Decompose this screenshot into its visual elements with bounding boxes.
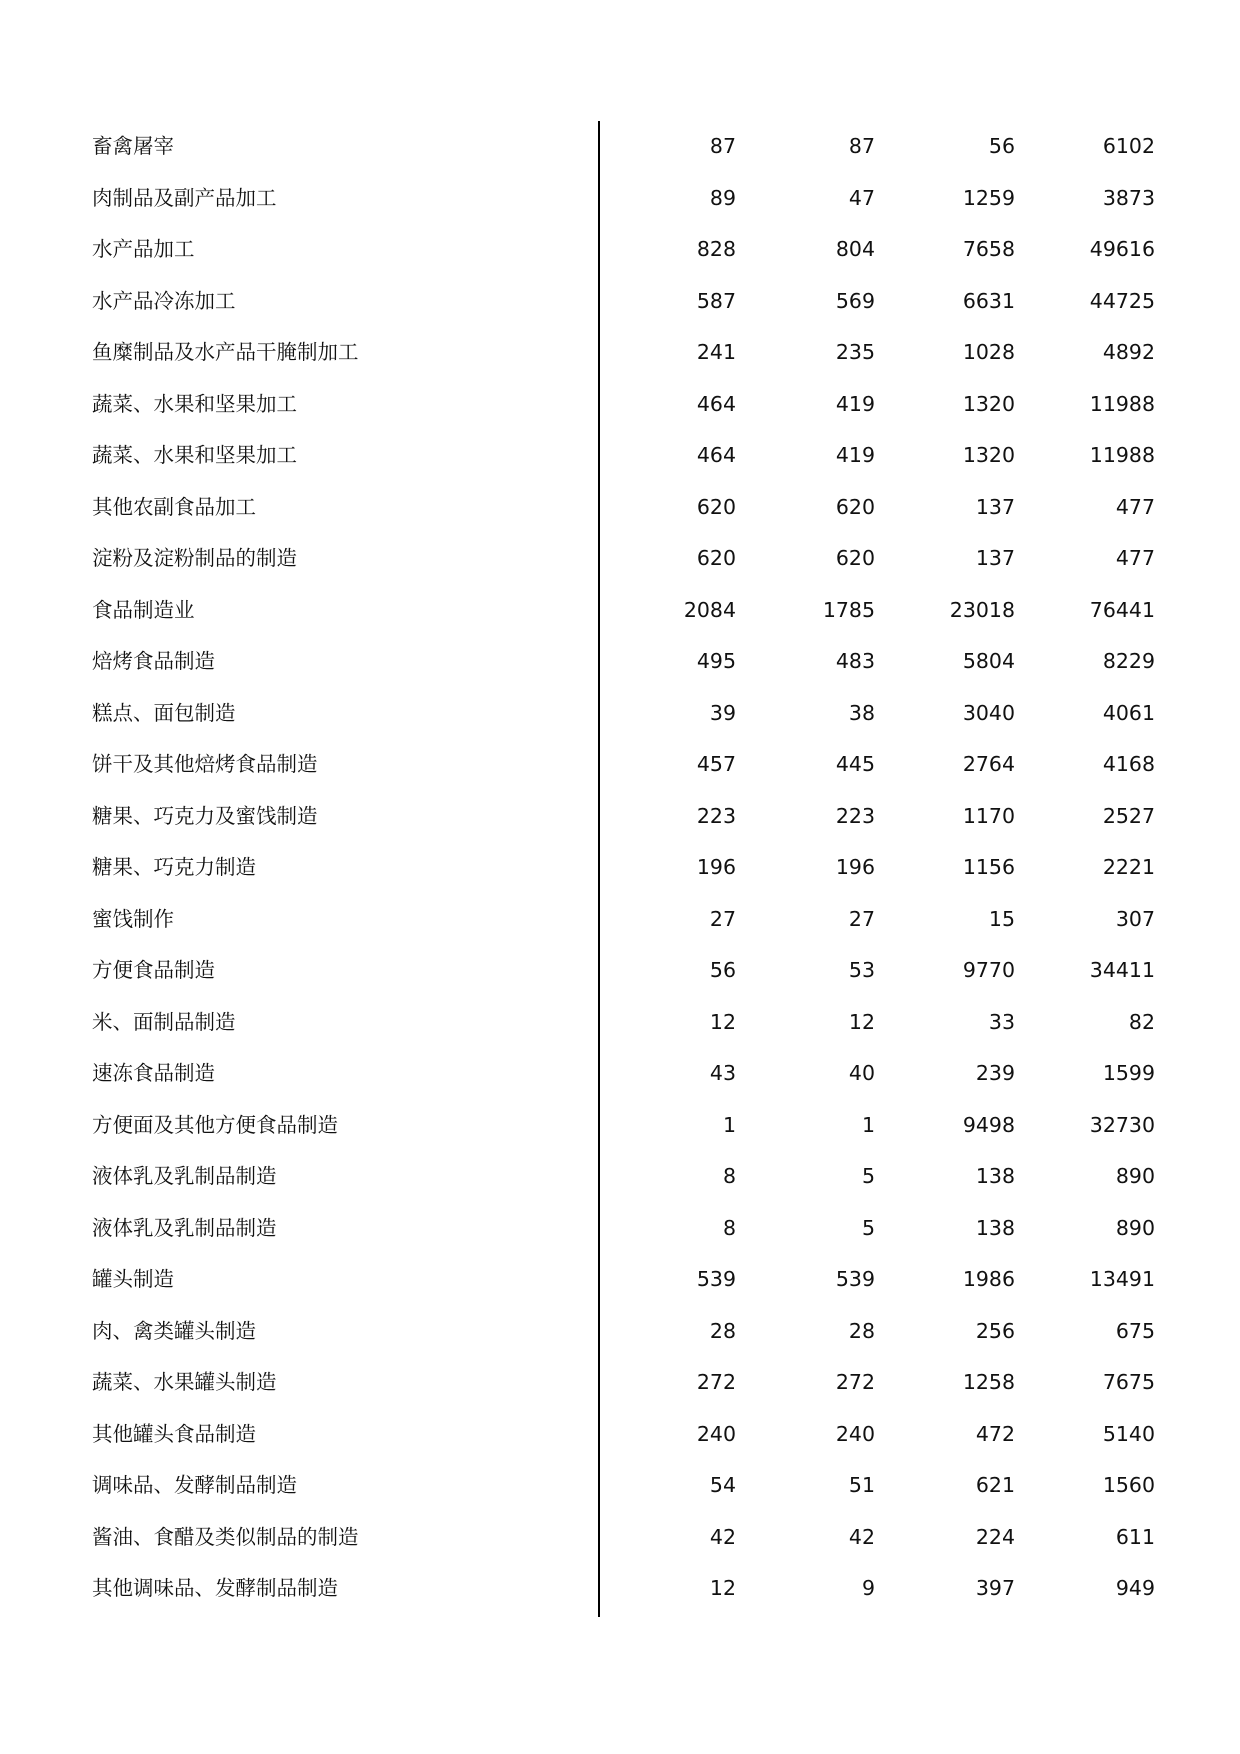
value-cell-2: 28 — [848, 1318, 875, 1343]
row-label: 液体乳及乳制品制造 — [92, 1215, 277, 1240]
value-cell-1: 539 — [696, 1267, 736, 1291]
value-cell-3: 397 — [975, 1576, 1015, 1600]
table-row — [0, 1512, 1240, 1564]
value-cell-2: 445 — [835, 752, 875, 776]
value-cell-4: 477 — [1115, 494, 1155, 519]
table-row — [0, 636, 1240, 688]
value-cell-4: 1560 — [1102, 1473, 1155, 1497]
value-cell-1: 87 — [709, 134, 736, 158]
table-row — [0, 1357, 1240, 1409]
value-cell-3: 1986 — [962, 1267, 1015, 1291]
value-cell-2: 804 — [835, 237, 875, 261]
value-cell-4: 3873 — [1102, 185, 1155, 210]
value-cell-1: 828 — [696, 237, 736, 261]
value-cell-1: 272 — [696, 1370, 736, 1394]
value-cell-4: 32730 — [1089, 1112, 1155, 1137]
value-cell-2: 419 — [835, 391, 875, 416]
row-label: 水产品加工 — [92, 237, 195, 261]
value-cell-4: 76441 — [1089, 597, 1155, 622]
row-label: 方便食品制造 — [92, 958, 215, 982]
value-cell-1: 54 — [709, 1473, 736, 1497]
value-cell-4: 1599 — [1102, 1061, 1155, 1085]
row-label: 肉制品及副产品加工 — [92, 185, 277, 210]
table-row — [0, 173, 1240, 225]
table-row — [0, 585, 1240, 637]
row-label: 方便面及其他方便食品制造 — [92, 1112, 338, 1137]
value-cell-2: 419 — [835, 443, 875, 467]
value-cell-4: 2221 — [1102, 855, 1155, 879]
value-cell-4: 44725 — [1089, 288, 1155, 313]
value-cell-1: 2084 — [683, 597, 736, 622]
table-row — [0, 1203, 1240, 1255]
value-cell-4: 4168 — [1102, 752, 1155, 776]
value-cell-2: 5 — [861, 1164, 875, 1188]
value-cell-1: 620 — [696, 494, 736, 519]
value-cell-1: 42 — [709, 1524, 736, 1549]
value-cell-3: 15 — [988, 906, 1015, 931]
value-cell-2: 620 — [835, 546, 875, 570]
row-label: 其他农副食品加工 — [92, 494, 256, 519]
value-cell-1: 196 — [696, 855, 736, 879]
table-row — [0, 688, 1240, 740]
value-cell-2: 47 — [848, 185, 875, 210]
row-label: 米、面制品制造 — [92, 1009, 236, 1034]
row-label: 其他罐头食品制造 — [92, 1421, 256, 1446]
table-row — [0, 1460, 1240, 1512]
value-cell-3: 1156 — [962, 855, 1015, 879]
row-label: 焙烤食品制造 — [92, 649, 215, 673]
table-row — [0, 1151, 1240, 1203]
value-cell-3: 224 — [975, 1524, 1015, 1549]
table-row — [0, 224, 1240, 276]
value-cell-4: 611 — [1115, 1524, 1155, 1549]
row-label: 饼干及其他焙烤食品制造 — [92, 752, 318, 776]
row-label: 鱼糜制品及水产品干腌制加工 — [92, 340, 359, 364]
value-cell-1: 89 — [709, 185, 736, 210]
value-cell-1: 241 — [696, 340, 736, 364]
value-cell-1: 240 — [696, 1421, 736, 1446]
table-row — [0, 276, 1240, 328]
value-cell-4: 4892 — [1102, 340, 1155, 364]
value-cell-3: 1259 — [962, 185, 1015, 210]
row-label: 调味品、发酵制品制造 — [92, 1473, 297, 1497]
table-row — [0, 1306, 1240, 1358]
row-label: 速冻食品制造 — [92, 1061, 215, 1085]
value-cell-2: 1 — [861, 1112, 875, 1137]
value-cell-3: 621 — [975, 1473, 1015, 1497]
value-cell-3: 3040 — [962, 700, 1015, 725]
value-cell-3: 1320 — [962, 443, 1015, 467]
table-row — [0, 1100, 1240, 1152]
value-cell-4: 477 — [1115, 546, 1155, 570]
value-cell-4: 8229 — [1102, 649, 1155, 673]
value-cell-4: 11988 — [1089, 391, 1155, 416]
value-cell-4: 7675 — [1102, 1370, 1155, 1394]
row-label: 酱油、食醋及类似制品的制造 — [92, 1524, 359, 1549]
value-cell-3: 1258 — [962, 1370, 1015, 1394]
value-cell-1: 8 — [722, 1215, 736, 1240]
row-label: 糖果、巧克力及蜜饯制造 — [92, 803, 318, 828]
value-cell-3: 137 — [975, 494, 1015, 519]
value-cell-3: 256 — [975, 1318, 1015, 1343]
value-cell-2: 27 — [848, 906, 875, 931]
table-row — [0, 482, 1240, 534]
value-cell-1: 464 — [696, 443, 736, 467]
row-label: 其他调味品、发酵制品制造 — [92, 1576, 338, 1600]
value-cell-2: 87 — [848, 134, 875, 158]
value-cell-3: 1170 — [962, 803, 1015, 828]
value-cell-4: 675 — [1115, 1318, 1155, 1343]
value-cell-3: 23018 — [949, 597, 1015, 622]
value-cell-1: 457 — [696, 752, 736, 776]
table-row — [0, 533, 1240, 585]
table-row — [0, 945, 1240, 997]
row-label: 蜜饯制作 — [92, 906, 174, 931]
value-cell-2: 539 — [835, 1267, 875, 1291]
value-cell-3: 5804 — [962, 649, 1015, 673]
value-cell-2: 620 — [835, 494, 875, 519]
value-cell-3: 6631 — [962, 288, 1015, 313]
value-cell-4: 4061 — [1102, 700, 1155, 725]
row-label: 畜禽屠宰 — [92, 134, 174, 158]
value-cell-1: 12 — [709, 1576, 736, 1600]
row-label: 淀粉及淀粉制品的制造 — [92, 546, 297, 570]
value-cell-4: 890 — [1115, 1215, 1155, 1240]
value-cell-1: 39 — [709, 700, 736, 725]
value-cell-1: 27 — [709, 906, 736, 931]
value-cell-2: 235 — [835, 340, 875, 364]
value-cell-2: 272 — [835, 1370, 875, 1394]
value-cell-4: 34411 — [1089, 958, 1155, 982]
value-cell-2: 38 — [848, 700, 875, 725]
value-cell-4: 11988 — [1089, 443, 1155, 467]
row-label: 水产品冷冻加工 — [92, 288, 236, 313]
value-cell-1: 620 — [696, 546, 736, 570]
value-cell-2: 42 — [848, 1524, 875, 1549]
value-cell-1: 495 — [696, 649, 736, 673]
value-cell-1: 28 — [709, 1318, 736, 1343]
value-cell-1: 12 — [709, 1009, 736, 1034]
value-cell-4: 949 — [1115, 1576, 1155, 1600]
table-row — [0, 1409, 1240, 1461]
value-cell-3: 137 — [975, 546, 1015, 570]
value-cell-2: 40 — [848, 1061, 875, 1085]
value-cell-3: 472 — [975, 1421, 1015, 1446]
value-cell-1: 587 — [696, 288, 736, 313]
value-cell-1: 223 — [696, 803, 736, 828]
value-cell-3: 239 — [975, 1061, 1015, 1085]
value-cell-3: 9770 — [962, 958, 1015, 982]
row-label: 蔬菜、水果和坚果加工 — [92, 391, 297, 416]
data-table — [0, 121, 1240, 1615]
table-row — [0, 1563, 1240, 1615]
value-cell-1: 8 — [722, 1164, 736, 1188]
value-cell-4: 49616 — [1089, 237, 1155, 261]
value-cell-3: 33 — [988, 1009, 1015, 1034]
table-row — [0, 430, 1240, 482]
value-cell-4: 6102 — [1102, 134, 1155, 158]
table-row — [0, 894, 1240, 946]
table-row — [0, 327, 1240, 379]
table-row — [0, 842, 1240, 894]
value-cell-3: 2764 — [962, 752, 1015, 776]
value-cell-2: 223 — [835, 803, 875, 828]
row-label: 糖果、巧克力制造 — [92, 855, 256, 879]
value-cell-4: 2527 — [1102, 803, 1155, 828]
table-row — [0, 791, 1240, 843]
table-row — [0, 1254, 1240, 1306]
value-cell-1: 1 — [722, 1112, 736, 1137]
value-cell-2: 240 — [835, 1421, 875, 1446]
value-cell-4: 307 — [1115, 906, 1155, 931]
row-label: 糕点、面包制造 — [92, 700, 236, 725]
table-row — [0, 379, 1240, 431]
row-label: 蔬菜、水果和坚果加工 — [92, 443, 297, 467]
value-cell-1: 464 — [696, 391, 736, 416]
value-cell-2: 53 — [848, 958, 875, 982]
value-cell-2: 12 — [848, 1009, 875, 1034]
value-cell-2: 196 — [835, 855, 875, 879]
value-cell-1: 56 — [709, 958, 736, 982]
value-cell-3: 9498 — [962, 1112, 1015, 1137]
row-label: 肉、禽类罐头制造 — [92, 1318, 256, 1343]
value-cell-3: 1028 — [962, 340, 1015, 364]
row-label: 罐头制造 — [92, 1267, 174, 1291]
row-label: 食品制造业 — [92, 597, 195, 622]
value-cell-2: 51 — [848, 1473, 875, 1497]
value-cell-4: 82 — [1128, 1009, 1155, 1034]
value-cell-3: 138 — [975, 1164, 1015, 1188]
table-row — [0, 997, 1240, 1049]
row-label: 蔬菜、水果罐头制造 — [92, 1370, 277, 1394]
value-cell-1: 43 — [709, 1061, 736, 1085]
table-row — [0, 1048, 1240, 1100]
value-cell-2: 5 — [861, 1215, 875, 1240]
row-label: 液体乳及乳制品制造 — [92, 1164, 277, 1188]
value-cell-3: 1320 — [962, 391, 1015, 416]
value-cell-4: 13491 — [1089, 1267, 1155, 1291]
table-row — [0, 739, 1240, 791]
value-cell-2: 9 — [861, 1576, 875, 1600]
value-cell-2: 569 — [835, 288, 875, 313]
value-cell-3: 7658 — [962, 237, 1015, 261]
value-cell-4: 5140 — [1102, 1421, 1155, 1446]
value-cell-2: 483 — [835, 649, 875, 673]
value-cell-2: 1785 — [822, 597, 875, 622]
value-cell-4: 890 — [1115, 1164, 1155, 1188]
value-cell-3: 138 — [975, 1215, 1015, 1240]
value-cell-3: 56 — [988, 134, 1015, 158]
table-row — [0, 121, 1240, 173]
